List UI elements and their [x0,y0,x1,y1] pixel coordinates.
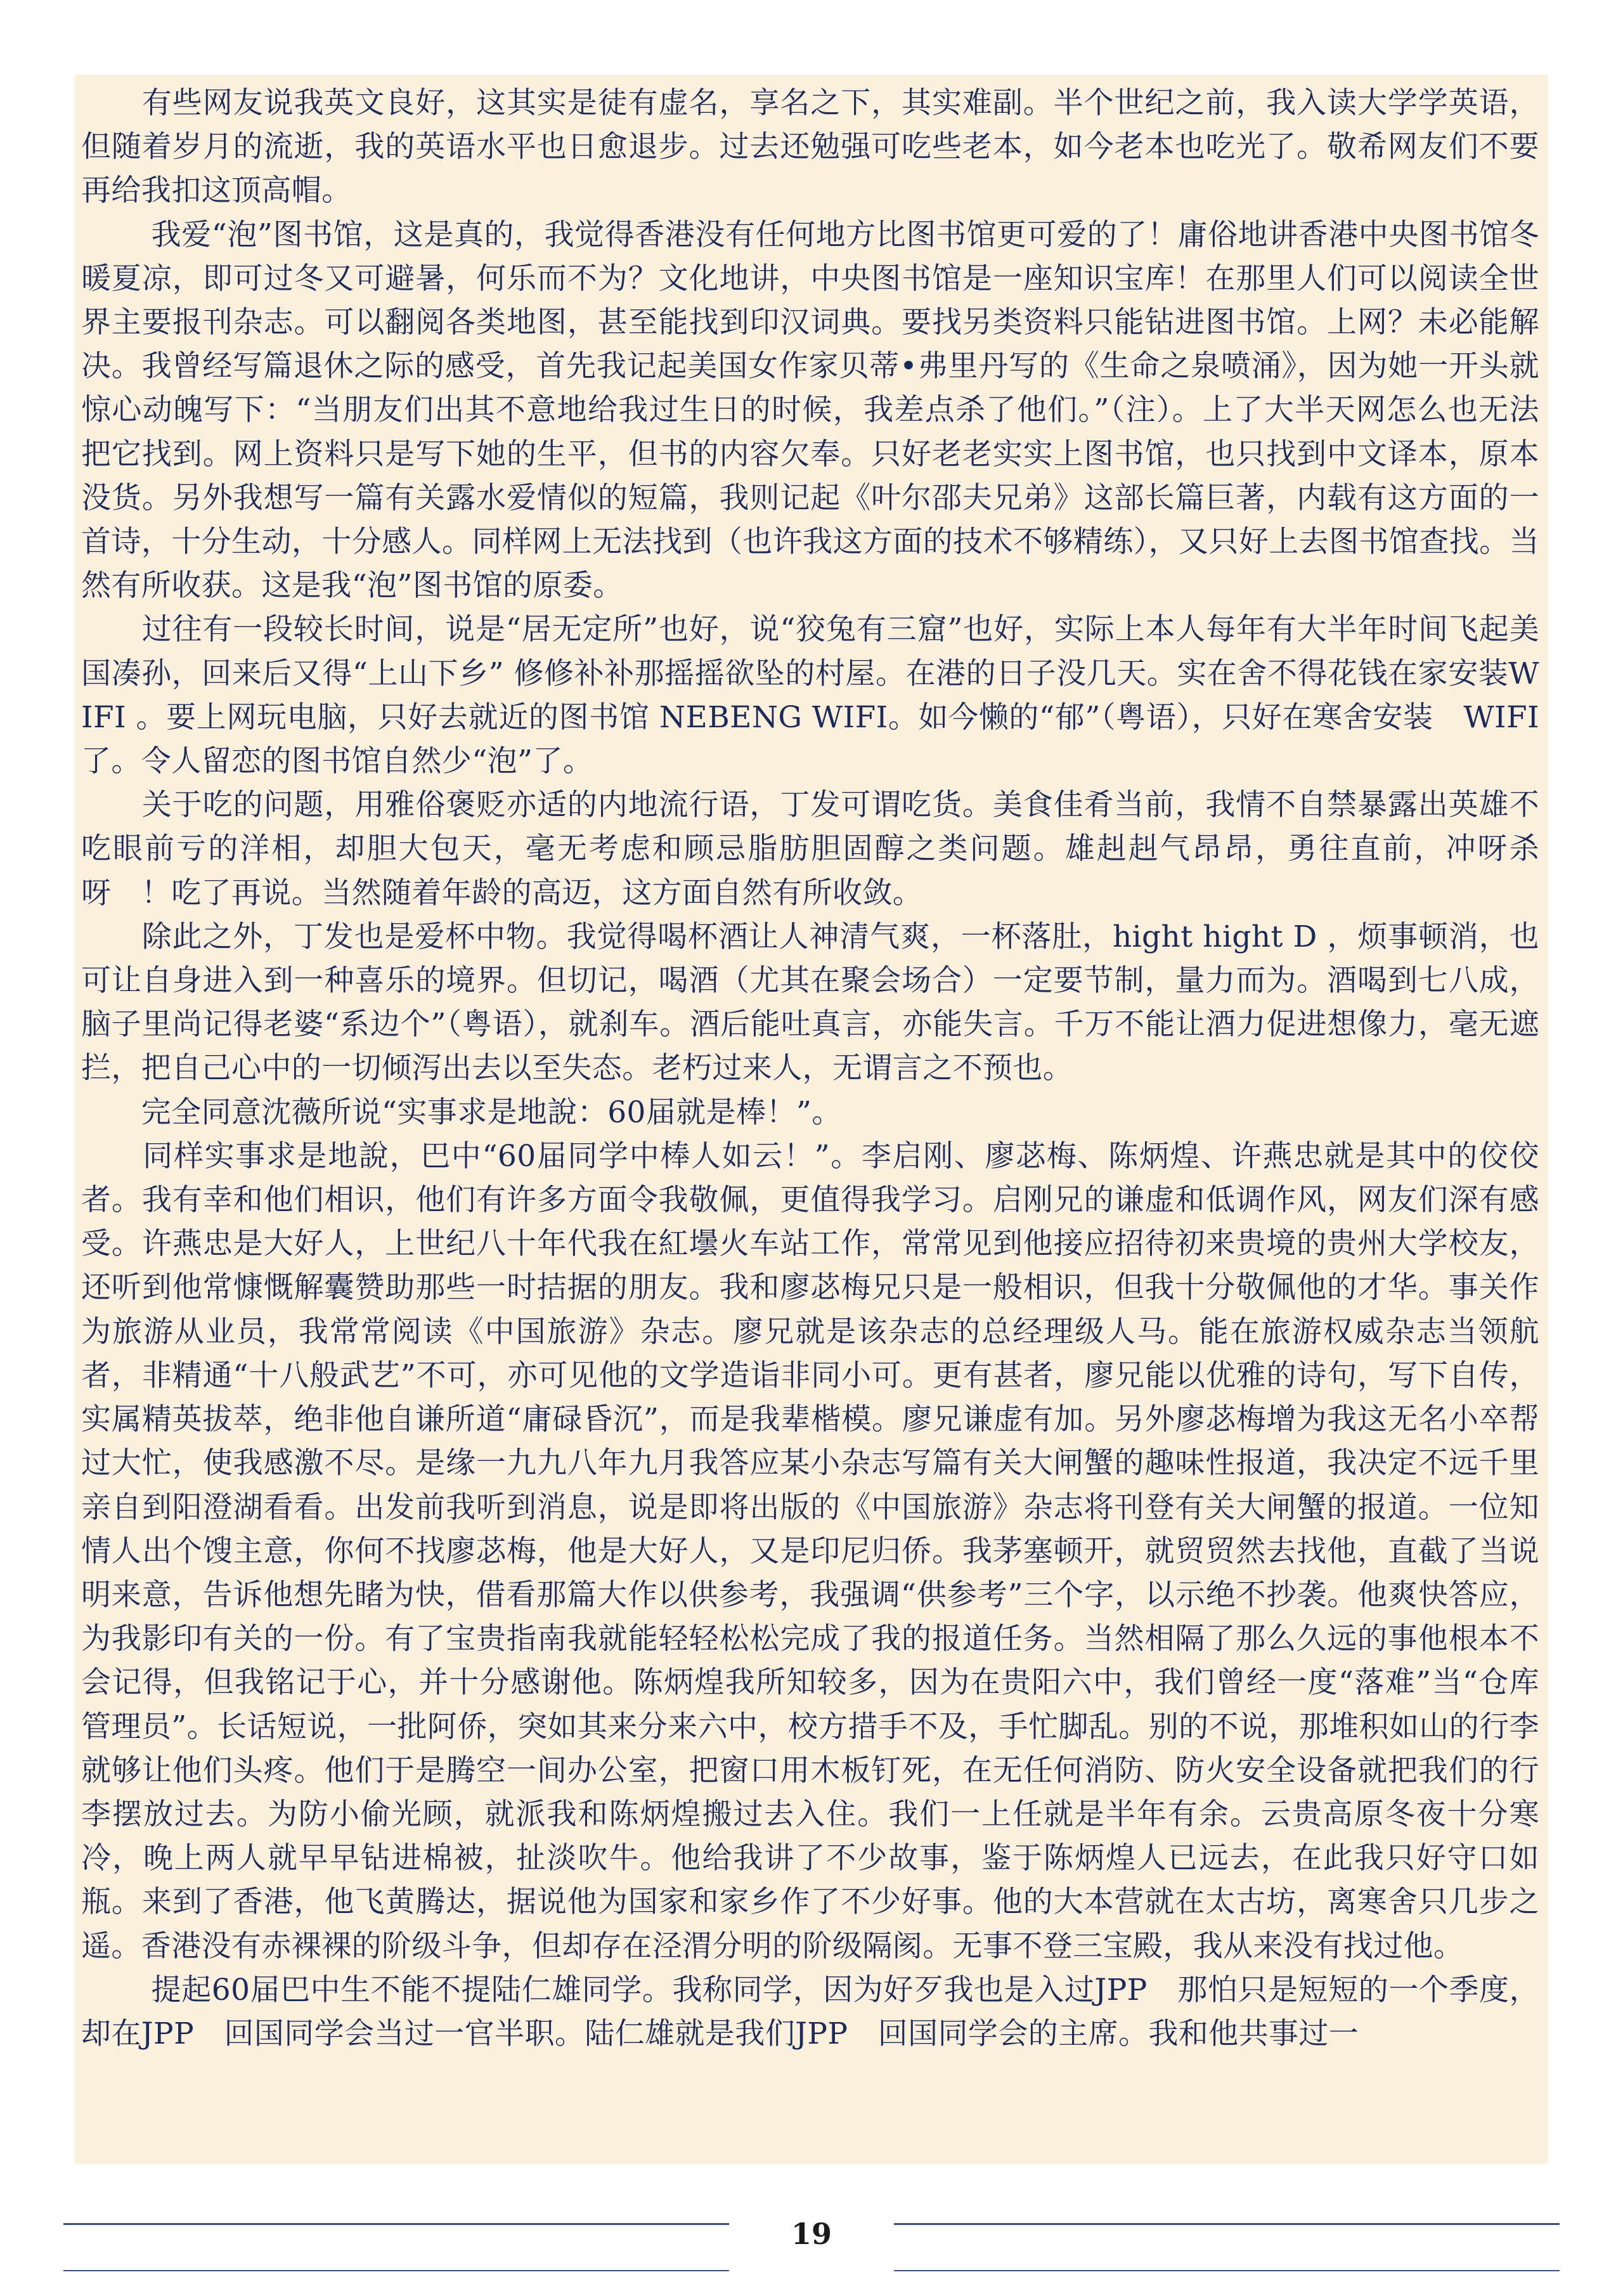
paragraph-4: 关于吃的问题，用雅俗褒贬亦适的内地流行语，丁发可谓吃货。美食佳肴当前，我情不自禁暴露出英雄不吃眼前亏的洋相，却胆大包天，毫无考虑和顾忌脂肪胆固醇之类问题。雄赳赳气昂昂，勇往直前，冲呀杀呀 ！吃了再说。当然随着年龄的高迈，这方面自然有所收敛。 [81,788,1539,911]
paragraph-1: 有些网友说我英文良好，这其实是徒有虚名，享名之下，其实难副。半个世纪之前，我入读大学学英语，但随着岁月的流逝，我的英语水平也日愈退步。过去还勉强可吃些老本，如今老本也吃光了。敬希网友们不要再给我扣这顶高帽。 [81,86,1539,209]
paragraph-8: 提起60届巴中生不能不提陆仁雄同学。我称同学，因为好歹我也是入过JPP 那怕只是短短的一个季度，却在JPP 回国同学会当过一官半职。陆仁雄就是我们JPP 回国同学会的主席。我和他共事过一 [81,1972,1539,2051]
footer-rule-right-bottom [894,2270,1560,2271]
footer-rule-left-bottom [63,2270,729,2271]
paragraph-2: 我爱“泡”图书馆，这是真的，我觉得香港没有任何地方比图书馆更可爱的了！庸俗地讲香港中央图书馆冬暖夏凉，即可过冬又可避暑，何乐而不为？文化地讲，中央图书馆是一座知识宝库！在那里人们可以阅读全世界主要报刊杂志。可以翻阅各类地图，甚至能找到印汉词典。要找另类资料只能钻进图书馆。上网？未必能解决。我曾经写篇退休之际的感受，首先我记起美国女作家贝蒂•弗里丹写的《生命之泉喷涌》，因为她一开头就惊心动魄写下：“当朋友们出其不意地给我过生日的时候，我差点杀了他们。”（注）。上了大半天网怎么也无法把它找到。网上资料只是写下她的生平，但书的内容欠奉。只好老老实实上图书馆，也只找到中文译本，原本没货。另外我想写一篇有关露水爱情似的短篇，我则记起《叶尔邵夫兄弟》这部长篇巨著，内载有这方面的一首诗，十分生动，十分感人。同样网上无法找到（也许我这方面的技术不够精练），又只好上去图书馆查找。当然有所收获。这是我“泡”图书馆的原委。 [81,217,1539,604]
article-text-panel [75,75,1570,2164]
page-footer [0,2200,1623,2296]
footer-rule-left-top [63,2223,729,2225]
paragraph-6: 完全同意沈薇所说“实事求是地說：60届就是棒！”。 [81,1094,842,1130]
paragraph-3: 过往有一段较长时间，说是“居无定所”也好，说“狡兔有三窟”也好，实际上本人每年有大半年时间飞起美国凑孙，回来后又得“上山下乡” 修修补补那摇摇欲坠的村屋。在港的日子没几天。实在舍不得花钱在家安装WIFI 。要上网玩电脑，只好去就近的图书馆 NEBENG WIFI。如今懒的“郁”（粤语），只好在寒舍安装 WIFI 了。令人留恋的图书馆自然少“泡”了。 [81,612,1570,779]
footer-rule-right-top [894,2223,1560,2225]
paragraph-7: 同样实事求是地說，巴中“60届同学中棒人如云！”。李启刚、廖苾梅、陈炳煌、许燕忠就是其中的佼佼者。我有幸和他们相识，他们有许多方面令我敬佩，更值得我学习。启刚兄的谦虚和低调作风，网友们深有感受。许燕忠是大好人，上世纪八十年代我在紅壜火车站工作，常常见到他接应招待初来贵境的贵州大学校友，还听到他常慷慨解囊赞助那些一时拮据的朋友。我和廖苾梅兄只是一般相识，但我十分敬佩他的才华。事关作为旅游从业员，我常常阅读《中国旅游》杂志。廖兄就是该杂志的总经理级人马。能在旅游权威杂志当领航者，非精通“十八般武艺”不可，亦可见他的文学造诣非同小可。更有甚者，廖兄能以优雅的诗句，写下自传，实属精英拔萃，绝非他自谦所道“庸碌昏沉”，而是我辈楷模。廖兄谦虚有加。另外廖苾梅增为我这无名小卒帮过大忙，使我感激不尽。是缘一九九八年九月我答应某小杂志写篇有关大闸蟹的趣味性报道，我决定不远千里亲自到阳澄湖看看。出发前我听到消息，说是即将出版的《中国旅游》杂志将刊登有关大闸蟹的报道。一位知情人出个馊主意，你何不找廖苾梅，他是大好人，又是印尼归侨。我茅塞顿开，就贸贸然去找他，直截了当说明来意，告诉他想先睹为快，借看那篇大作以供参考，我强调“供参考”三个字，以示绝不抄袭。他爽快答应，为我影印有关的一份。有了宝贵指南我就能轻轻松松完成了我的报道任务。当然相隔了那么久远的事他根本不会记得，但我铭记于心，并十分感谢他。陈炳煌我所知较多，因为在贵阳六中，我们曾经一度“落难”当“仓库管理员”。长话短说，一批阿侨，突如其来分来六中，校方措手不及，手忙脚乱。别的不说，那堆积如山的行李就够让他们头疼。他们于是腾空一间办公室，把窗口用木板钉死，在无任何消防、防火安全设备就把我们的行李摆放过去。为防小偷光顾，就派我和陈炳煌搬过去入住。我们一上任就是半年有余。云贵高原冬夜十分寒冷，晚上两人就早早钻进棉被，扯淡吹牛。他给我讲了不少故事，鉴于陈炳煌人已远去，在此我只好守口如瓶。来到了香港，他飞黄腾达，据说他为国家和家乡作了不少好事。他的大本营就在太古坊，离寒舍只几步之遥。香港没有赤裸裸的阶级斗争，但却存在泾渭分明的阶级隔阂。无事不登三宝殿，我从来没有找过他。 [81,1138,1539,1964]
page-number: 19 [791,2217,832,2251]
paragraph-5: 除此之外，丁发也是爱杯中物。我觉得喝杯酒让人神清气爽，一杯落肚，hight hight D ，烦事顿消，也可让自身进入到一种喜乐的境界。但切记，喝酒（尤其在聚会场合）一定要节制，量力而为。酒喝到七八成，脑子里尚记得老婆“系边个”（粤语），就刹车。酒后能吐真言，亦能失言。千万不能让酒力促进想像力，毫无遮拦，把自己心中的一切倾泻出去以至失态。老朽过来人，无谓言之不预也。 [81,919,1539,1086]
